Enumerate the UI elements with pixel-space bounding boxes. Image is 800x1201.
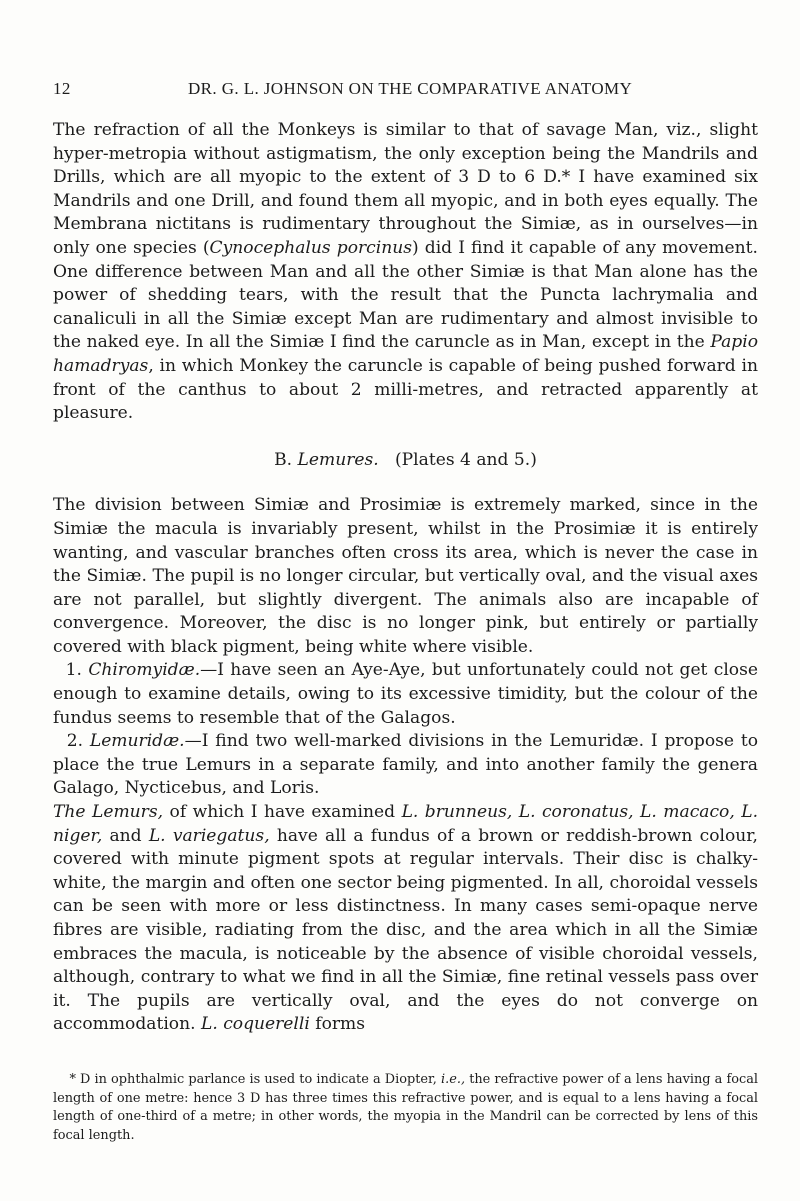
section-name: Lemures.: [297, 449, 379, 470]
page-number: 12: [53, 79, 71, 98]
running-title: DR. G. L. JOHNSON ON THE COMPARATIVE ANATOMY: [188, 79, 633, 98]
main-text: [53, 119, 758, 1037]
item-chiromyidae: 1. Chiromyidæ.—I have seen an Aye-Aye, but unfortunately could not get close enough to examine details, owing to its excessive timidity, but the colour of the fundus seems to resemble that of the Galagos.: [53, 660, 758, 728]
paragraph-lemurs: The Lemurs, of which I have examined L. brunneus, L. coronatus, L. macaco, L. niger, and L. variegatus, have all a fundus of a brown or reddish-brown colour, covered with minute pigment spots at regular intervals. Their disc is chalky-white, the margin and often one sector being pigmented. In all, choroidal vessels can be seen with more or less distinctness. In many cases semi-opaque nerve fibres are visible, radiating from the disc, and the area which in all the Simiæ embraces the macula, is noticeable by the absence of visible choroidal vessels, although, contrary to what we find in all the Simiæ, fine retinal vessels pass over it. The pupils are vertically oval, and the eyes do not converge on accommodation. L. coquerelli forms: [53, 802, 759, 1035]
section-letter: B.: [274, 449, 293, 470]
section-plates: (Plates 4 and 5.): [395, 449, 537, 470]
item-lemuridae: 2. Lemuridæ.—I find two well-marked divisions in the Lemuridæ. I propose to place the true Lemurs in a separate family, and into another family the genera Galago, Nycticebus, and Loris.: [53, 731, 758, 799]
footnote-text: * D in ophthalmic parlance is used to indicate a Diopter, i.e., the refractive power of a lens having a focal length of one metre: hence 3 D has three times this refractive power, and is equal to a lens having a focal length of one-third of a metre; in other words, the myopia in the Mandril can be corrected by lens of this focal length.: [53, 1072, 759, 1143]
section-heading: [53, 449, 758, 473]
running-header: [53, 79, 758, 105]
paragraph-division: The division between Simiæ and Prosimiæ is extremely marked, since in the Simiæ the macula is invariably present, whilst in the Prosimiæ it is entirely wanting, and vascular branches often cross its area, which is never the case in the Simiæ. The pupil is no longer circular, but vertically oval, and the visual axes are not parallel, but slightly divergent. The animals also are incapable of convergence. Moreover, the disc is no longer pink, but entirely or partially covered with black pigment, being white where visible.: [53, 495, 758, 657]
footnote: [53, 1071, 758, 1145]
paragraph-refraction: The refraction of all the Monkeys is similar to that of savage Man, viz., slight hyper-metropia without astigmatism, the only exception being the Mandrils and Drills, which are all myopic to the extent of 3 D to 6 D.* I have examined six Mandrils and one Drill, and found them all myopic, and in both eyes equally. The Membrana nictitans is rudimentary throughout the Simiæ, as in ourselves—in only one species (Cynocephalus porcinus) did I find it capable of any movement. One difference between Man and all the other Simiæ is that Man alone has the power of shedding tears, with the result that the Puncta lachrymalia and canaliculi in all the Simiæ except Man are rudimentary and almost invisible to the naked eye. In all the Simiæ I find the caruncle as in Man, except in the Papio hamadryas, in which Monkey the caruncle is capable of being pushed forward in front of the canthus to about 2 milli-metres, and retracted apparently at pleasure.: [53, 120, 758, 424]
